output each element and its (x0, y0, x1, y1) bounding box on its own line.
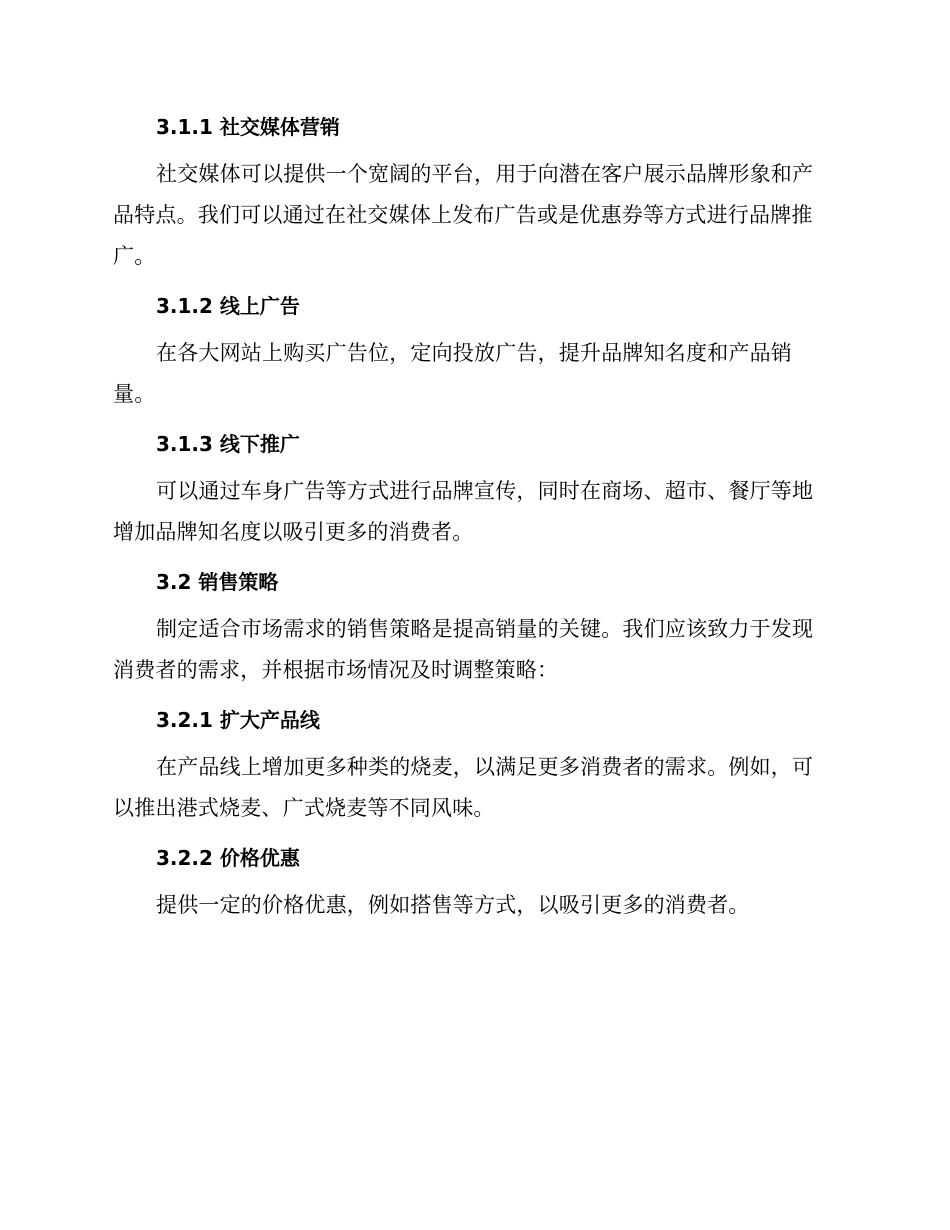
section-body-3-2-1: 在产品线上增加更多种类的烧麦，以满足更多消费者的需求。例如，可以推出港式烧麦、广式烧麦等不同风味。 (113, 755, 814, 820)
section-body-3-2: 制定适合市场需求的销售策略是提高销量的关键。我们应该致力于发现消费者的需求，并根据市场情况及时调整策略： (113, 617, 814, 682)
section-body-3-2-2: 提供一定的价格优惠，例如搭售等方式，以吸引更多的消费者。 (156, 893, 750, 917)
section-heading-3-2: 3.2 销售策略 (156, 570, 279, 594)
section-heading-3-1-2: 3.1.2 线上广告 (156, 294, 300, 318)
section-body-3-1-1: 社交媒体可以提供一个宽阔的平台，用于向潜在客户展示品牌形象和产品特点。我们可以通过在社交媒体上发布广告或是优惠券等方式进行品牌推广。 (113, 162, 814, 268)
document-content (113, 110, 833, 926)
section-body-3-1-3: 可以通过车身广告等方式进行品牌宣传，同时在商场、超市、餐厅等地增加品牌知名度以吸引更多的消费者。 (113, 479, 814, 544)
section-heading-3-1-1: 3.1.1 社交媒体营销 (156, 115, 340, 139)
section-heading-3-2-2: 3.2.2 价格优惠 (156, 846, 300, 870)
section-body-3-1-2: 在各大网站上购买广告位，定向投放广告，提升品牌知名度和产品销量。 (113, 341, 792, 406)
section-heading-3-2-1: 3.2.1 扩大产品线 (156, 708, 320, 732)
section-heading-3-1-3: 3.1.3 线下推广 (156, 432, 300, 456)
